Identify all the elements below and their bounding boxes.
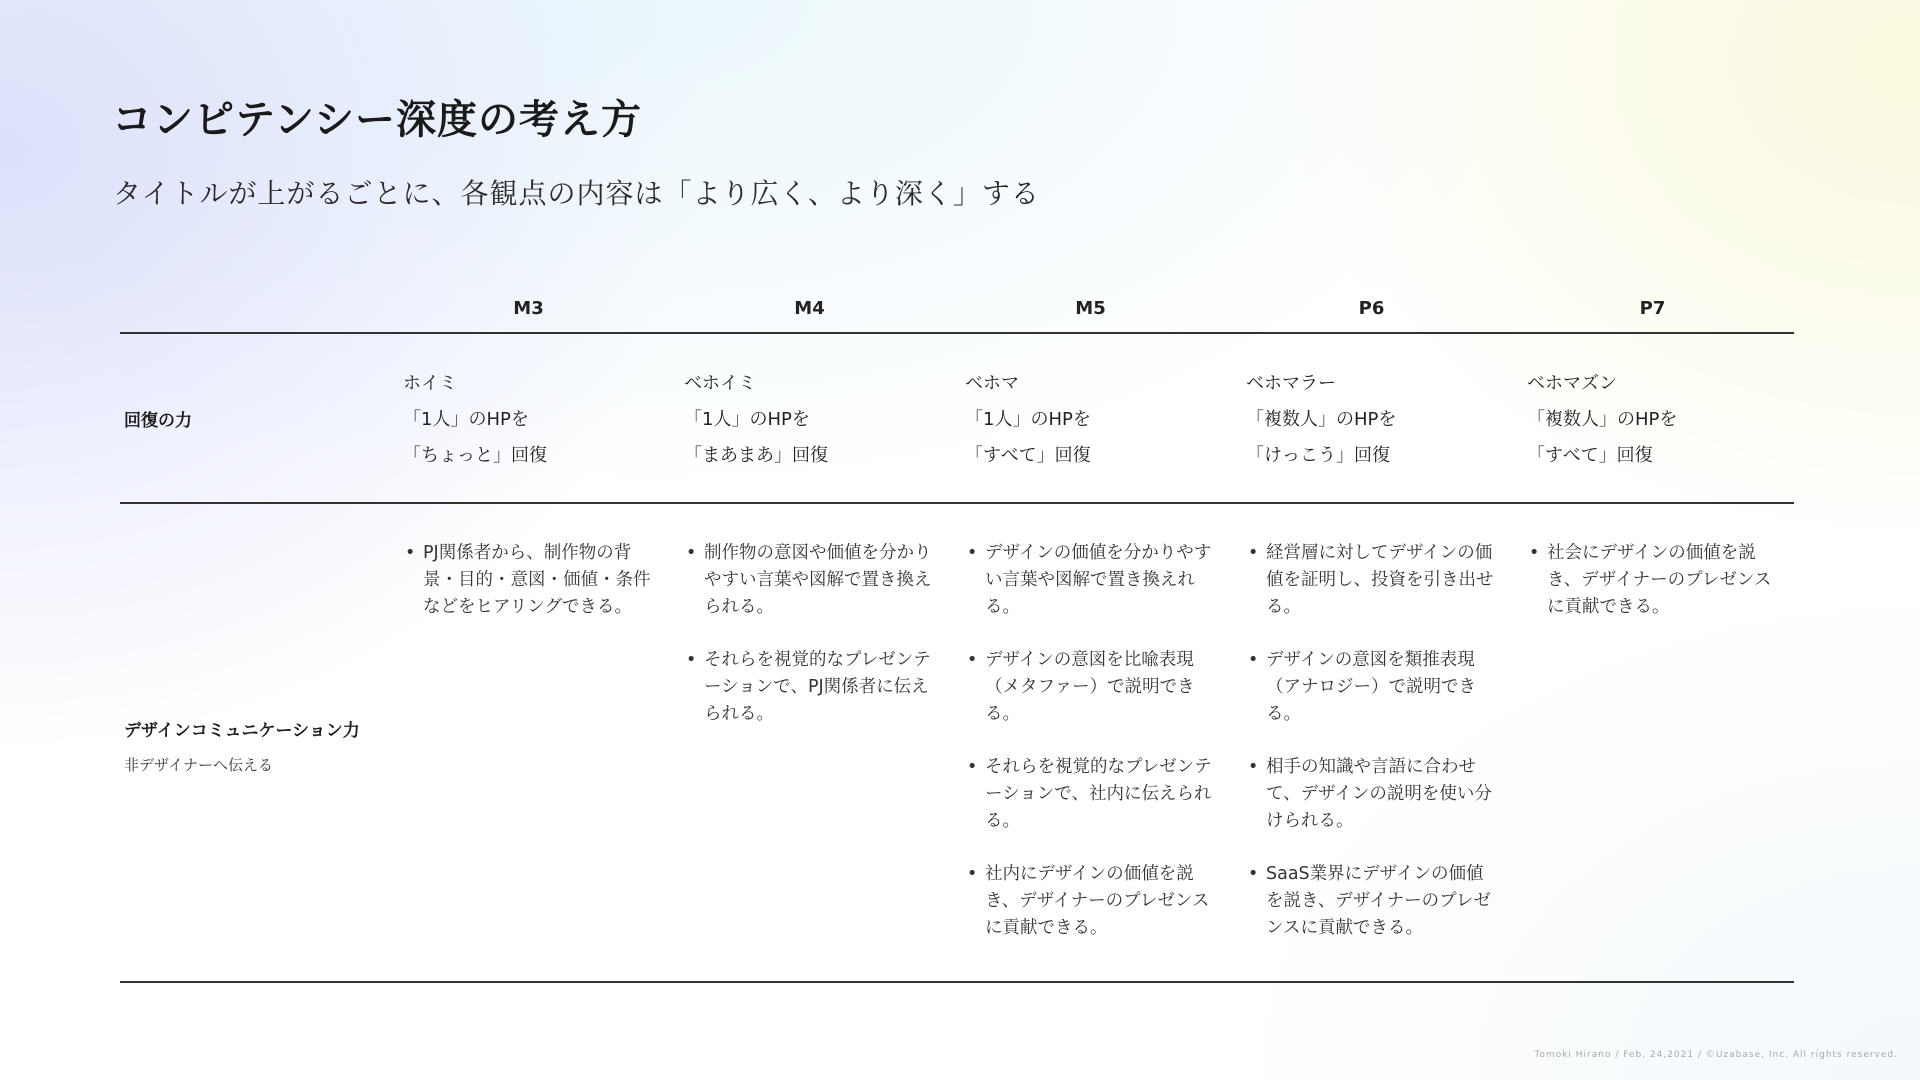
bullet-item: • それらを視覚的なプレゼンテーションで、PJ関係者に伝えられる。	[684, 647, 934, 728]
column-header-p7: P7	[1639, 298, 1666, 319]
table-header-row	[120, 288, 1794, 334]
cell-line: 「すべて」回復	[965, 445, 1091, 466]
bullet-item: • デザインの価値を分かりやすい言葉や図解で置き換えれる。	[965, 540, 1215, 621]
table-cell	[965, 372, 1246, 480]
bullet-item: • SaaS業界にデザインの価値を説き、デザイナーのプレゼンスに貢献できる。	[1246, 861, 1496, 942]
footer-copyright: Tomoki Hirano / Feb. 24,2021 / ©Uzabase, Inc. All rights reserved.	[1534, 1050, 1898, 1060]
row-label: 回復の力	[124, 411, 192, 431]
cell-line: 「まあまあ」回復	[684, 445, 828, 466]
cell-line: ベホマズン	[1527, 373, 1617, 394]
cell-line: ホイミ	[403, 373, 457, 394]
column-header-m5: M5	[1075, 298, 1106, 319]
table-cell	[1527, 372, 1808, 480]
table-row	[120, 334, 1794, 504]
table-cell	[403, 540, 684, 647]
bullet-item: • 社内にデザインの価値を説き、デザイナーのプレゼンスに貢献できる。	[965, 861, 1215, 942]
cell-line: 「すべて」回復	[1527, 445, 1653, 466]
bullet-item: • それらを視覚的なプレゼンテーションで、社内に伝えられる。	[965, 754, 1215, 835]
slide-subtitle: タイトルが上がるごとに、各観点の内容は「より広く、より深く」する	[113, 177, 1040, 210]
table-cell	[965, 540, 1246, 968]
table-cell	[684, 540, 965, 754]
bullet-item: • 経営層に対してデザインの価値を証明し、投資を引き出せる。	[1246, 540, 1496, 621]
table-cell	[1527, 540, 1808, 647]
table-cell	[403, 372, 684, 480]
cell-line: ベホマラー	[1246, 373, 1336, 394]
bullet-item: • 社会にデザインの価値を説き、デザイナーのプレゼンスに貢献できる。	[1527, 540, 1777, 621]
table-cell	[684, 372, 965, 480]
cell-line: 「複数人」のHPを	[1527, 409, 1678, 430]
bullet-item: • 制作物の意図や価値を分かりやすい言葉や図解で置き換えられる。	[684, 540, 934, 621]
cell-line: ベホマ	[965, 373, 1019, 394]
cell-line: ベホイミ	[684, 373, 756, 394]
row-sublabel: 非デザイナーへ伝える	[124, 756, 273, 774]
column-header-p6: P6	[1358, 298, 1385, 319]
cell-line: 「複数人」のHPを	[1246, 409, 1397, 430]
bullet-item: • PJ関係者から、制作物の背景・目的・意図・価値・条件などをヒアリングできる。	[403, 540, 653, 621]
cell-line: 「1人」のHPを	[965, 409, 1091, 430]
table-cell	[1246, 540, 1527, 968]
row-label: デザインコミュニケーション力	[124, 721, 360, 741]
table-row	[120, 504, 1794, 983]
cell-line: 「ちょっと」回復	[403, 445, 547, 466]
column-header-m3: M3	[513, 298, 544, 319]
column-header-m4: M4	[794, 298, 825, 319]
bullet-item: • 相手の知識や言語に合わせて、デザインの説明を使い分けられる。	[1246, 754, 1496, 835]
cell-line: 「1人」のHPを	[684, 409, 810, 430]
slide-title: コンピテンシー深度の考え方	[112, 97, 642, 143]
cell-line: 「けっこう」回復	[1246, 445, 1390, 466]
competency-table	[120, 288, 1794, 983]
bullet-item: • デザインの意図を類推表現（アナロジー）で説明できる。	[1246, 647, 1496, 728]
cell-line: 「1人」のHPを	[403, 409, 529, 430]
bullet-item: • デザインの意図を比喩表現（メタファー）で説明できる。	[965, 647, 1215, 728]
table-cell	[1246, 372, 1527, 480]
